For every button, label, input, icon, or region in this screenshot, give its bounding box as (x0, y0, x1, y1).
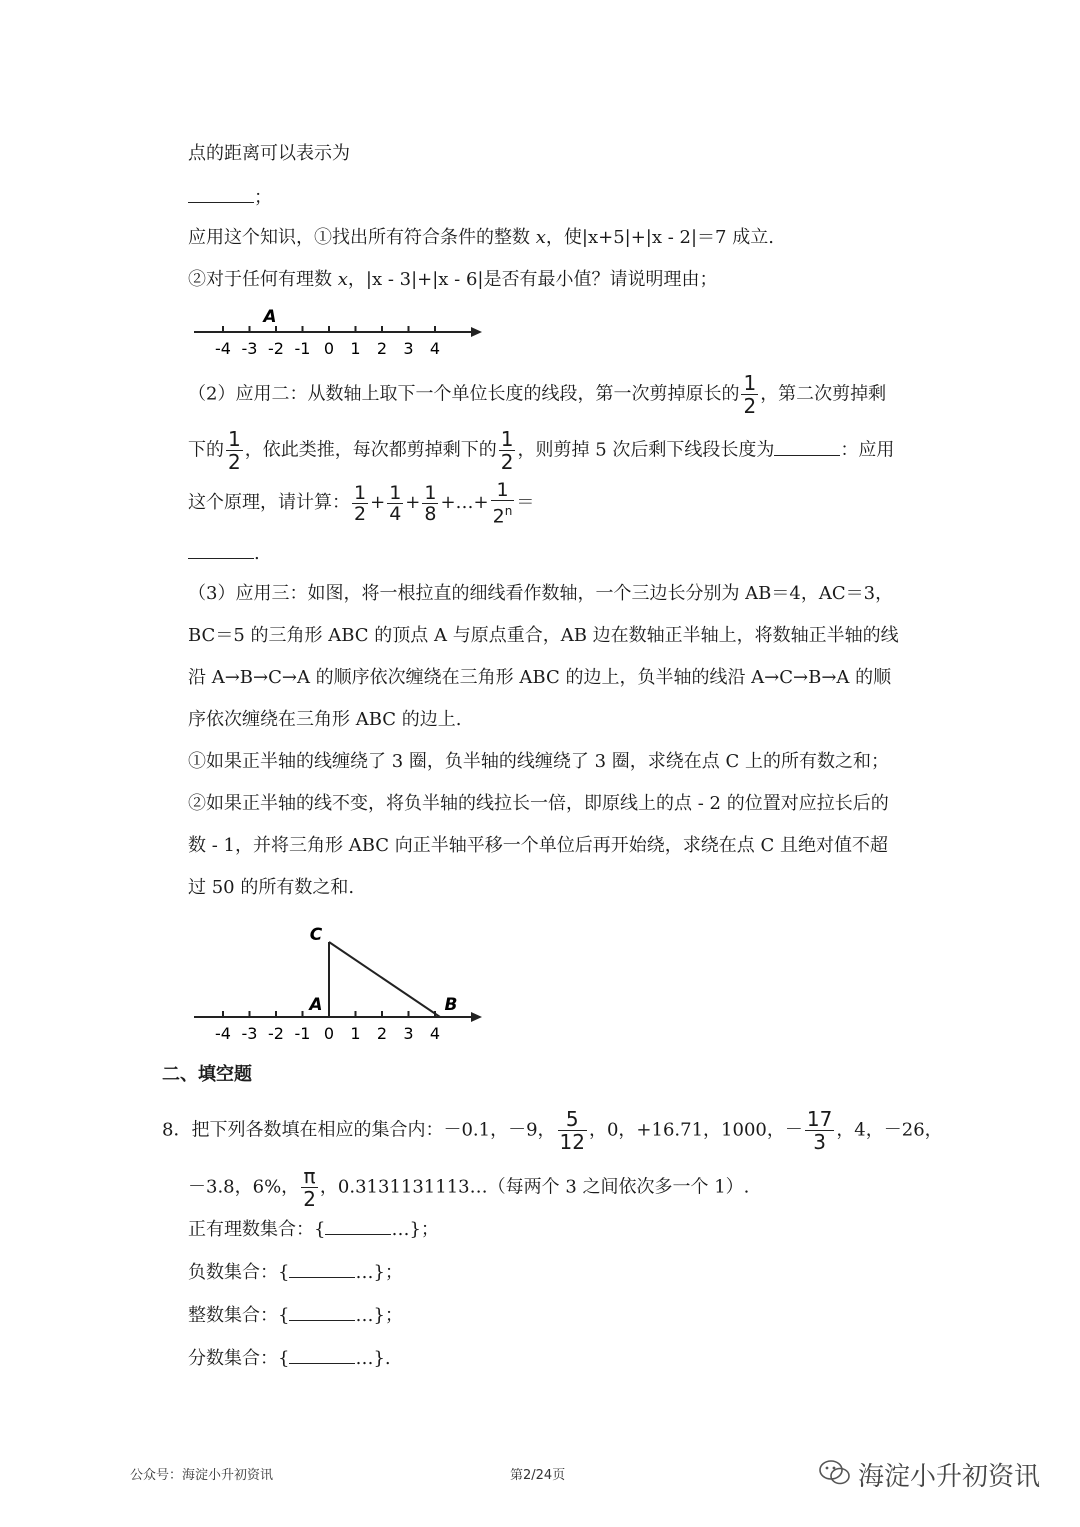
text-line (188, 372, 886, 417)
text-line: ②如果正半轴的线不变，将负半轴的线拉长一倍，即原线上的点 - 2 的位置对应拉长后的 (188, 793, 889, 814)
fraction: $\frac{1}{4}$ (389, 481, 402, 525)
tick-label: 2 (376, 1024, 388, 1042)
text: ，0.3131131113…（每两个 3 之间依次多一个 1）. (319, 1176, 750, 1198)
fraction: $\frac{1}{2}$ (228, 427, 241, 474)
tick-label: -1 (294, 1024, 311, 1042)
text: 应用这个知识，①找出所有符合条件的整数 (188, 227, 530, 248)
text: －3.8，6%， (188, 1176, 300, 1198)
tick-label: -3 (241, 339, 258, 358)
set-end: …}； (355, 1262, 403, 1283)
answer-blank[interactable] (289, 1345, 355, 1364)
tick-label: -4 (215, 1024, 231, 1042)
fraction: $\frac{1}{2}$ (500, 427, 514, 474)
section-heading: 二、填空题 (162, 1064, 252, 1085)
answer-line (188, 540, 260, 566)
answer-line (188, 184, 272, 210)
wechat-icon (818, 1458, 852, 1488)
text: ②对于任何有理数 (188, 269, 332, 290)
answer-blank[interactable] (325, 1216, 391, 1235)
fraction: $\frac{1}{2^n}$ (492, 479, 513, 528)
text: ，使|x+5|+|x - 2|＝7 成立. (545, 227, 774, 248)
operator: +…+ (440, 492, 489, 514)
text-line (188, 268, 718, 292)
brand-name: 海淀小升初资讯 (858, 1462, 1041, 1492)
tick-label: 2 (376, 339, 388, 358)
answer-blank[interactable] (188, 184, 254, 203)
text-line: （3）应用三：如图，将一根拉直的细线看作数轴，一个三边长分别为 AB＝4，AC＝3， (188, 583, 894, 604)
punct: ； (254, 187, 272, 208)
set-end: …}； (355, 1305, 403, 1326)
tick-label: -4 (215, 339, 231, 358)
arrow-head (471, 1012, 482, 1022)
text: （2）应用二：从数轴上取下一个单位长度的线段，第一次剪掉原长的 (188, 383, 740, 405)
set-line (188, 1345, 391, 1371)
text: 这个原理，请计算： (188, 492, 350, 514)
variable: x (337, 269, 348, 290)
number-line-figure (188, 302, 488, 364)
variable: x (535, 227, 546, 248)
operator: + (370, 492, 386, 514)
side-bc (329, 942, 440, 1017)
arrow-head (471, 327, 482, 337)
answer-blank[interactable] (289, 1259, 355, 1278)
operator: ＝ (516, 492, 535, 514)
text: 下的 (188, 439, 224, 461)
set-line (188, 1259, 403, 1285)
text-line (188, 480, 534, 526)
fraction: $\frac{1}{2}$ (354, 481, 367, 525)
text-line (188, 1165, 749, 1210)
text: 8．把下列各数填在相应的集合内：－0.1，－9， (162, 1119, 556, 1141)
text: ，依此类推，每次都剪掉剩下的 (244, 439, 497, 461)
triangle-figure (188, 918, 488, 1042)
set-line (188, 1216, 439, 1242)
text-line: BC＝5 的三角形 ABC 的顶点 A 与原点重合，AB 边在数轴正半轴上，将数轴正半轴的线 (188, 625, 899, 646)
text-line: ①如果正半轴的线缠绕了 3 圈，负半轴的线缠绕了 3 圈，求绕在点 C 上的所有数之和； (188, 751, 890, 772)
tick-label: 1 (350, 1024, 361, 1042)
set-label: 负数集合：{ (188, 1262, 290, 1283)
set-label: 整数集合：{ (188, 1305, 290, 1326)
tick-label: -1 (294, 339, 311, 358)
text: ，则剪掉 5 次后剩下线段长度为 (517, 439, 775, 461)
tick-label: -2 (268, 1024, 284, 1042)
text-line (188, 226, 774, 250)
text-line: 序依次缠绕在三角形 ABC 的边上. (188, 709, 462, 730)
answer-blank[interactable] (774, 437, 840, 456)
tick-label: 4 (429, 339, 441, 358)
text: ，4，－26， (836, 1119, 943, 1141)
text: ，第二次剪掉剩 (760, 383, 887, 405)
vertex-label-c: C (309, 925, 323, 945)
tick-label: 4 (429, 1024, 441, 1042)
fraction: $\frac{17}{3}$ (806, 1107, 833, 1154)
text-line: 点的距离可以表示为 (188, 143, 350, 164)
page-number: 第2/24页 (510, 1468, 566, 1483)
text: ，|x - 3|+|x - 6|是否有最小值？请说明理由； (347, 269, 718, 290)
tick-label: -3 (241, 1024, 258, 1042)
set-line (188, 1302, 403, 1328)
fraction: $\frac{5}{12}$ (559, 1107, 585, 1154)
tick-label: -2 (268, 339, 284, 358)
tick-label: 0 (323, 339, 335, 358)
set-end: …}. (355, 1348, 391, 1369)
vertex-label-b: B (444, 995, 458, 1015)
tick-label: 1 (350, 339, 361, 358)
footer-account: 公众号：海淀小升初资讯 (130, 1468, 274, 1483)
text: ：应用 (840, 439, 895, 461)
set-label: 分数集合：{ (188, 1348, 290, 1369)
answer-blank[interactable] (289, 1302, 355, 1321)
set-label: 正有理数集合：{ (188, 1219, 326, 1240)
vertex-label-a: A (309, 995, 323, 1015)
punct: . (254, 543, 260, 564)
tick-label: 3 (403, 1024, 414, 1042)
text: ，0，+16.71，1000，－ (588, 1119, 803, 1141)
tick-label: 0 (323, 1024, 335, 1042)
text-line: 过 50 的所有数之和. (188, 877, 355, 898)
operator: + (405, 492, 421, 514)
ticks (215, 1011, 440, 1042)
fraction: $\frac{1}{8}$ (424, 481, 437, 525)
fraction: $\frac{\pi}{2}$ (303, 1164, 316, 1211)
set-end: …}； (391, 1219, 439, 1240)
fraction: $\frac{1}{2}$ (743, 371, 757, 418)
text-line (162, 1108, 943, 1153)
answer-blank[interactable] (188, 540, 254, 559)
text-line (188, 428, 894, 473)
tick-label: 3 (403, 339, 414, 358)
text-line: 沿 A→B→C→A 的顺序依次缠绕在三角形 ABC 的边上，负半轴的线沿 A→C→B→A 的顺 (188, 667, 892, 688)
ticks (215, 326, 440, 358)
point-label: A (263, 307, 277, 327)
text-line: 数 - 1，并将三角形 ABC 向正半轴平移一个单位后再开始绕，求绕在点 C 且绝对值不超 (188, 835, 888, 856)
